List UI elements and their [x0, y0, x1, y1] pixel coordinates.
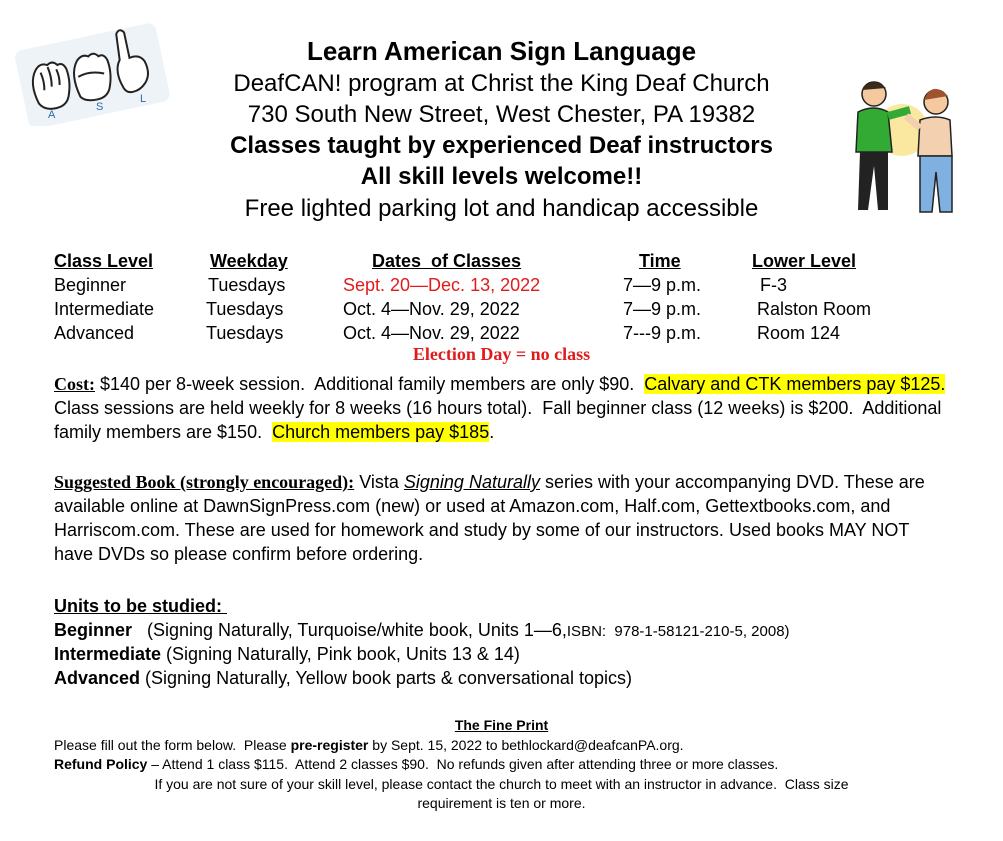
units-beginner: [54, 618, 949, 644]
units-beginner-isbn: ISBN: 978-1-58121-210-5, 2008): [566, 623, 790, 640]
logo-letter-s: S: [96, 101, 104, 113]
cost-highlight-church: Church members pay $185: [272, 422, 490, 442]
row-intermediate-level: Intermediate: [54, 299, 155, 319]
row-advanced-room: Room 124: [757, 323, 841, 343]
units-advanced: [54, 666, 949, 690]
units-heading: Units to be studied:: [54, 596, 227, 616]
units-beginner-text: (Signing Naturally, Turquoise/white book, Units 1—6,: [132, 620, 567, 640]
skill-levels-line: All skill levels welcome!!: [360, 163, 643, 190]
fine-print-line-3: If you are not sure of your skill level, please contact the church to meet with an instructor in advance. Class size: [154, 776, 849, 792]
cost-text-3: .: [489, 422, 495, 442]
row-intermediate-weekday: Tuesdays: [206, 299, 284, 319]
logo-letter-a: A: [48, 109, 56, 121]
book-paragraph: [54, 470, 949, 566]
refund-policy-label: Refund Policy: [54, 756, 148, 772]
col-header-class-level: Class Level: [54, 251, 154, 271]
col-header-weekday: Weekday: [210, 251, 288, 271]
row-beginner-time: 7—9 p.m.: [623, 275, 702, 295]
row-advanced-level: Advanced: [54, 323, 135, 343]
fine-print-1a: Please fill out the form below. Please: [54, 737, 291, 753]
cost-paragraph: [54, 372, 956, 444]
cost-label: Cost:: [54, 374, 95, 394]
col-header-lower-level: Lower Level: [752, 251, 857, 271]
parking-line: Free lighted parking lot and handicap accessible: [244, 195, 759, 222]
fine-print-line-1: [54, 736, 954, 755]
units-intermediate: [54, 642, 949, 666]
row-beginner-room: F-3: [760, 275, 787, 295]
election-day-note: Election Day = no class: [412, 344, 591, 364]
book-title: Signing Naturally: [403, 472, 540, 492]
units-intermediate-label: Intermediate: [54, 644, 162, 664]
row-intermediate-dates: Oct. 4—Nov. 29, 2022: [343, 299, 520, 319]
units-beginner-label: Beginner: [54, 620, 133, 640]
col-header-time: Time: [639, 251, 681, 271]
row-advanced-dates: Oct. 4—Nov. 29, 2022: [343, 323, 520, 343]
program-line: DeafCAN! program at Christ the King Deaf Church: [233, 70, 770, 97]
fine-print-heading: The Fine Print: [454, 717, 549, 733]
fine-print-preregister: pre-register: [290, 737, 369, 753]
page-title: Learn American Sign Language: [306, 36, 697, 66]
fine-print-line-4: requirement is ten or more.: [417, 795, 586, 811]
cost-text-1: $140 per 8-week session. Additional family members are only $90.: [95, 374, 645, 394]
row-beginner-level: Beginner: [54, 275, 127, 295]
book-text-1: Vista: [354, 472, 404, 492]
units-advanced-text: (Signing Naturally, Yellow book parts & conversational topics): [140, 668, 632, 688]
row-advanced-weekday: Tuesdays: [206, 323, 284, 343]
logo-letter-l: L: [140, 93, 147, 105]
row-advanced-time: 7---9 p.m.: [623, 323, 702, 343]
units-advanced-label: Advanced: [54, 668, 141, 688]
address-line: 730 South New Street, West Chester, PA 19382: [247, 101, 756, 128]
book-text-2: series with your accompanying DVD. These are available online at DawnSignPress.com (new) or used at Amazon.com, Half.com, Gettextbooks.com, and Harriscom.com. These are used for homework and study by some of our instructors. Used books MAY NOT have DVDs so please confirm before ordering.: [54, 472, 930, 564]
row-intermediate-room: Ralston Room: [757, 299, 872, 319]
col-header-dates: Dates of Classes: [372, 251, 522, 271]
cost-highlight-member: Calvary and CTK members pay $125.: [644, 374, 946, 394]
cost-text-2: Class sessions are held weekly for 8 weeks (16 hours total). Fall beginner class (12 weeks) is $200. Additional family members are $150.: [54, 374, 956, 442]
fine-print-line-2: [54, 755, 954, 774]
fine-print-1c: by Sept. 15, 2022 to bethlockard@deafcanPA.org.: [368, 737, 684, 753]
instructors-line: Classes taught by experienced Deaf instructors: [230, 132, 773, 159]
book-label: Suggested Book (strongly encouraged):: [54, 472, 355, 492]
row-beginner-weekday: Tuesdays: [208, 275, 286, 295]
refund-policy-text: – Attend 1 class $115. Attend 2 classes $90. No refunds given after attending three or more classes.: [147, 756, 779, 772]
row-intermediate-time: 7—9 p.m.: [623, 299, 702, 319]
row-beginner-dates: Sept. 20—Dec. 13, 2022: [343, 275, 541, 295]
units-intermediate-text: (Signing Naturally, Pink book, Units 13 & 14): [161, 644, 520, 664]
